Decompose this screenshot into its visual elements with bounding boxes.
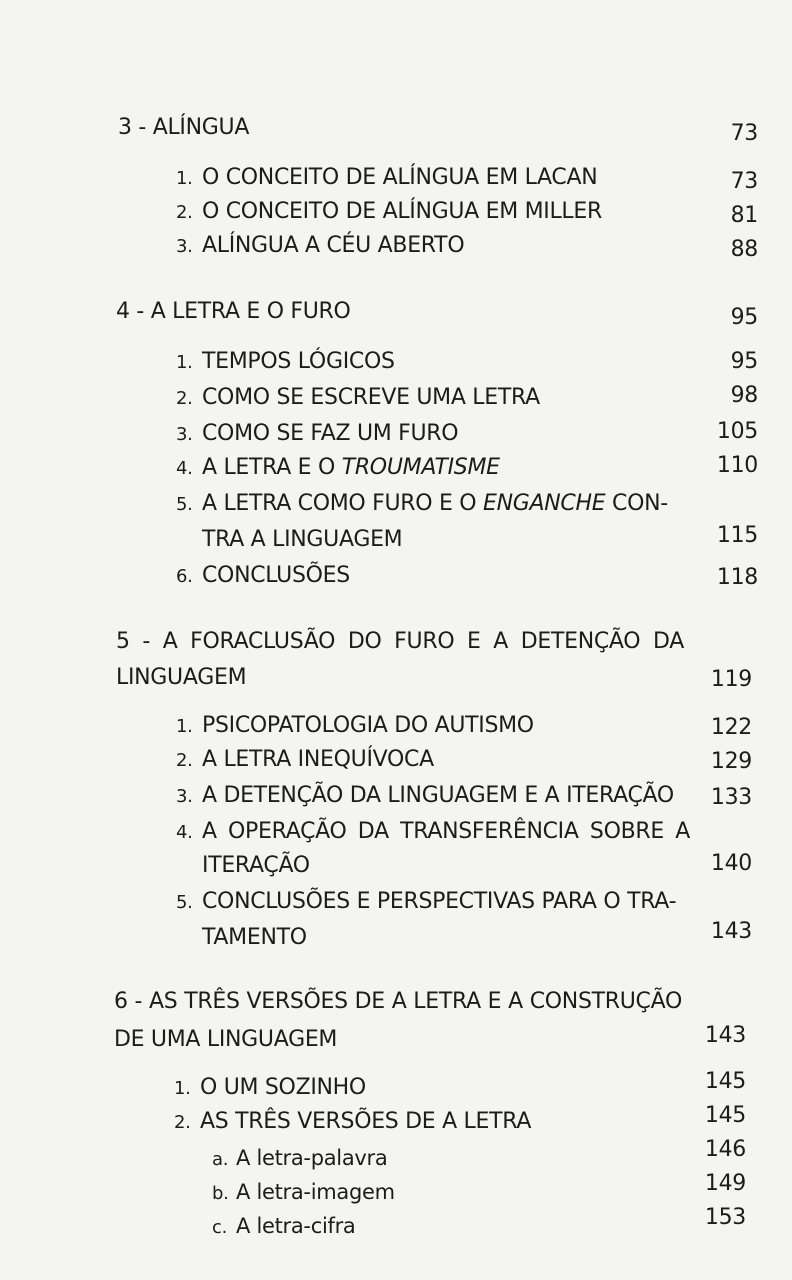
entry-title: O UM SOZINHO: [200, 1075, 366, 1100]
entry-number: 1.: [176, 352, 193, 373]
entry-title: O CONCEITO DE ALÍNGUA EM MILLER: [202, 199, 602, 224]
entry-title: CONCLUSÕES E PERSPECTIVAS PARA O TRA-: [202, 889, 677, 914]
entry-letter: b.: [212, 1183, 229, 1204]
entry-title-cont: CON-: [605, 491, 668, 516]
toc-entry: [176, 782, 674, 811]
entry-title: ALÍNGUA A CÉU ABERTO: [202, 233, 465, 258]
chapter-5-title: 5 - A FORACLUSÃO DO FURO E A DETENÇÃO DA: [116, 629, 684, 654]
toc-entry: [176, 348, 395, 377]
entry-page: 143: [710, 919, 752, 944]
entry-number: 6.: [176, 566, 193, 587]
chapter-6-title: 6 - AS TRÊS VERSÕES DE A LETRA E A CONSTRUÇÃO: [114, 989, 682, 1014]
entry-page: 149: [704, 1171, 746, 1196]
entry-number: 2.: [176, 388, 193, 409]
entry-title: O CONCEITO DE ALÍNGUA EM LACAN: [202, 165, 598, 190]
chapter-5-title-line2: LINGUAGEM: [116, 665, 247, 690]
toc-entry: [176, 384, 540, 413]
toc-entry: [176, 232, 464, 261]
entry-page: 145: [704, 1069, 746, 1094]
entry-title: A OPERAÇÃO DA TRANSFERÊNCIA SOBRE A: [202, 819, 690, 844]
toc-entry: [176, 746, 434, 775]
toc-entry: [176, 164, 597, 193]
entry-page: 73: [730, 169, 758, 194]
entry-title: COMO SE ESCREVE UMA LETRA: [202, 385, 540, 410]
entry-title-line2: ITERAÇÃO: [202, 853, 310, 878]
entry-title: A LETRA INEQUÍVOCA: [202, 747, 434, 772]
entry-title: A letra-imagem: [236, 1180, 395, 1204]
chapter-5-page: 119: [710, 667, 752, 692]
entry-number: 3.: [176, 424, 193, 445]
entry-title: CONCLUSÕES: [202, 563, 350, 588]
toc-entry: [176, 562, 350, 591]
entry-title: A letra-palavra: [236, 1146, 388, 1170]
entry-title-italic: ENGANCHE: [483, 491, 606, 516]
entry-number: 2.: [174, 1112, 191, 1133]
toc-subentry: [212, 1178, 395, 1208]
entry-title-line2: TRA A LINGUAGEM: [202, 527, 403, 552]
toc-entry: [176, 712, 534, 741]
chapter-3-title: 3 - ALÍNGUA: [118, 115, 250, 140]
entry-number: 5.: [176, 892, 193, 913]
entry-title: COMO SE FAZ UM FURO: [202, 421, 459, 446]
entry-number: 3.: [176, 786, 193, 807]
entry-page: 81: [730, 203, 758, 228]
entry-page: 105: [716, 419, 758, 444]
entry-letter: a.: [212, 1149, 229, 1170]
entry-page: 98: [730, 383, 758, 408]
entry-page: 140: [710, 851, 752, 876]
entry-page: 88: [730, 237, 758, 262]
entry-number: 1.: [176, 168, 193, 189]
entry-letter: c.: [212, 1217, 228, 1238]
toc-entry: [176, 888, 676, 917]
entry-title: A LETRA COMO FURO E O: [202, 491, 484, 516]
entry-page: 118: [716, 565, 758, 590]
toc-subentry: [212, 1144, 387, 1174]
chapter-4-title: 4 - A LETRA E O FURO: [116, 299, 351, 324]
entry-title: A DETENÇÃO DA LINGUAGEM E A ITERAÇÃO: [202, 783, 674, 808]
entry-page: 115: [716, 523, 758, 548]
entry-title-italic: TROUMATISME: [341, 455, 500, 480]
entry-page: 133: [710, 785, 752, 810]
chapter-4-page: 95: [730, 305, 758, 330]
toc-subentry: [212, 1212, 356, 1242]
entry-number: 4.: [176, 458, 193, 479]
entry-number: 2.: [176, 202, 193, 223]
entry-page: 145: [704, 1103, 746, 1128]
toc-entry: [176, 818, 690, 847]
entry-number: 4.: [176, 822, 193, 843]
entry-title: AS TRÊS VERSÕES DE A LETRA: [200, 1109, 532, 1134]
toc-entry: [176, 198, 602, 227]
entry-number: 5.: [176, 494, 193, 515]
entry-number: 1.: [174, 1078, 191, 1099]
chapter-6-page: 143: [704, 1023, 746, 1048]
entry-title: PSICOPATOLOGIA DO AUTISMO: [202, 713, 534, 738]
entry-page: 153: [704, 1205, 746, 1230]
toc-entry: [174, 1074, 366, 1103]
toc-entry: [174, 1108, 531, 1137]
entry-title: A LETRA E O: [202, 455, 342, 480]
entry-title: A letra-cifra: [236, 1214, 356, 1238]
toc-entry: [176, 420, 458, 449]
entry-page: 129: [710, 749, 752, 774]
chapter-3-page: 73: [730, 121, 758, 146]
entry-page: 122: [710, 715, 752, 740]
entry-number: 2.: [176, 750, 193, 771]
entry-number: 3.: [176, 236, 193, 257]
entry-page: 110: [716, 453, 758, 478]
entry-page: 95: [730, 349, 758, 374]
toc-entry: [176, 454, 500, 483]
toc-entry: [176, 490, 668, 519]
entry-number: 1.: [176, 716, 193, 737]
entry-page: 146: [704, 1137, 746, 1162]
entry-title-line2: TAMENTO: [202, 925, 307, 950]
entry-title: TEMPOS LÓGICOS: [202, 349, 395, 374]
chapter-6-title-line2: DE UMA LINGUAGEM: [114, 1027, 338, 1052]
